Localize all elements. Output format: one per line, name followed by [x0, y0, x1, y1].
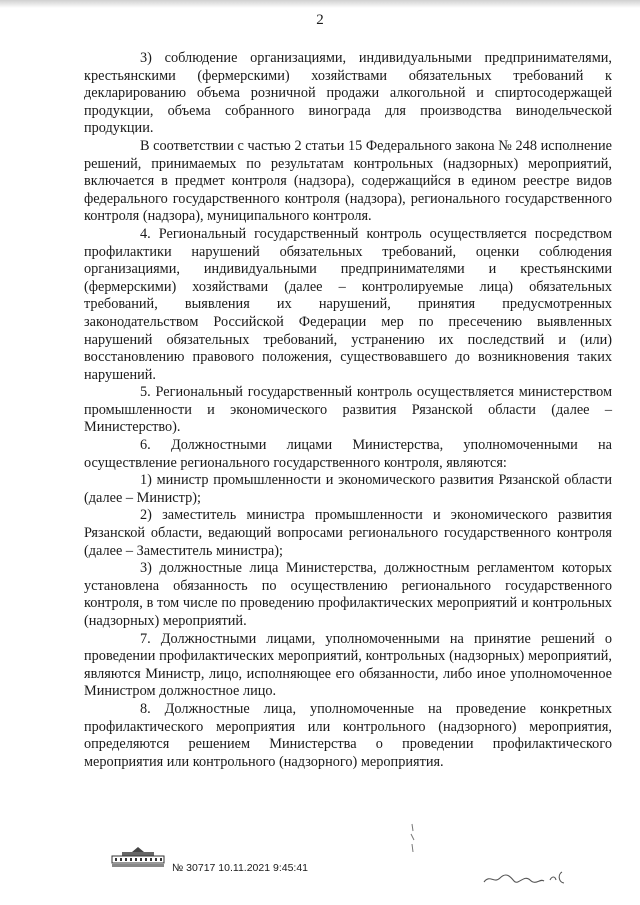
paragraph-7: 7. Должностными лицами, уполномоченными на принятие решений о проведении профилактических мероприятий, контрольных (надзорных) мероприятий, являются Министр, лицо, исполняющее его обязанности, либо иное уполномоченное Министром должностное лицо.	[84, 630, 612, 700]
paragraph-8: 8. Должностные лица, уполномоченные на проведение конкретных профилактического мероприятия или контрольного (надзорного) мероприятия, определяются решением Министерства о проведении профилактического мероприятия или контрольного (надзорного) мероприятия.	[84, 700, 612, 770]
paragraph-6-item-2: 2) заместитель министра промышленности и экономического развития Рязанской области, ведающий вопросами регионального государственного контроля (далее – Заместитель министра);	[84, 507, 612, 559]
paragraph-6-item-3: 3) должностные лица Министерства, должностным регламентом которых установлена обязанность по осуществлению регионального государственного контроля, в том числе по проведению профилактических мероприятий и контрольных (надзорных) мероприятий.	[84, 560, 612, 629]
document-body	[84, 50, 612, 771]
document-registration-ref: № 30717 10.11.2021 9:45:41	[172, 862, 309, 874]
scan-edge	[0, 0, 640, 8]
paragraph-6-item-1: 1) министр промышленности и экономического развития Рязанской области (далее – Министр);	[84, 472, 612, 506]
paragraph-5: 5. Региональный государственный контроль осуществляется министерством промышленности и экономического развития Рязанской области (далее – Министерство).	[84, 384, 612, 436]
registry-stamp-logo	[110, 846, 166, 868]
paragraph-3-compliance: 3) соблюдение организациями, индивидуальными предпринимателями, крестьянскими (фермерскими) хозяйствами обязательных требований к декларированию объема розничной продажи алкогольной и спиртосодержащей продукции, объема собранного винограда для производства винодельческой продукции.	[84, 50, 612, 137]
pen-mark	[406, 822, 420, 858]
page-number: 2	[316, 12, 324, 28]
paragraph-4: 4. Региональный государственный контроль осуществляется посредством профилактики нарушений обязательных требований, оценки соблюдения организациями, индивидуальными предпринимателями и крестьянскими (фермерскими) хозяйствами (далее – контролируемые лица) обязательных требований, выявления их нарушений, принятия предусмотренных законодательством Российской Федерации мер по пресечению выявленных нарушений обязательных требований, устранению их последствий и (или) восстановлению правового положения, существовавшего до возникновения таких нарушений.	[84, 225, 612, 383]
paragraph-article-15: В соответствии с частью 2 статьи 15 Федерального закона № 248 исполнение решений, принимаемых по результатам контрольных (надзорных) мероприятий, включается в предмет контроля (надзора), содержащийся в едином реестре видов федерального государственного контроля (надзора), регионального государственного контроля (надзора), муниципального контроля.	[84, 137, 612, 225]
paragraph-6: 6. Должностными лицами Министерства, уполномоченными на осуществление регионального государственного контроля, являются:	[84, 437, 612, 471]
handwritten-signature	[482, 866, 572, 888]
